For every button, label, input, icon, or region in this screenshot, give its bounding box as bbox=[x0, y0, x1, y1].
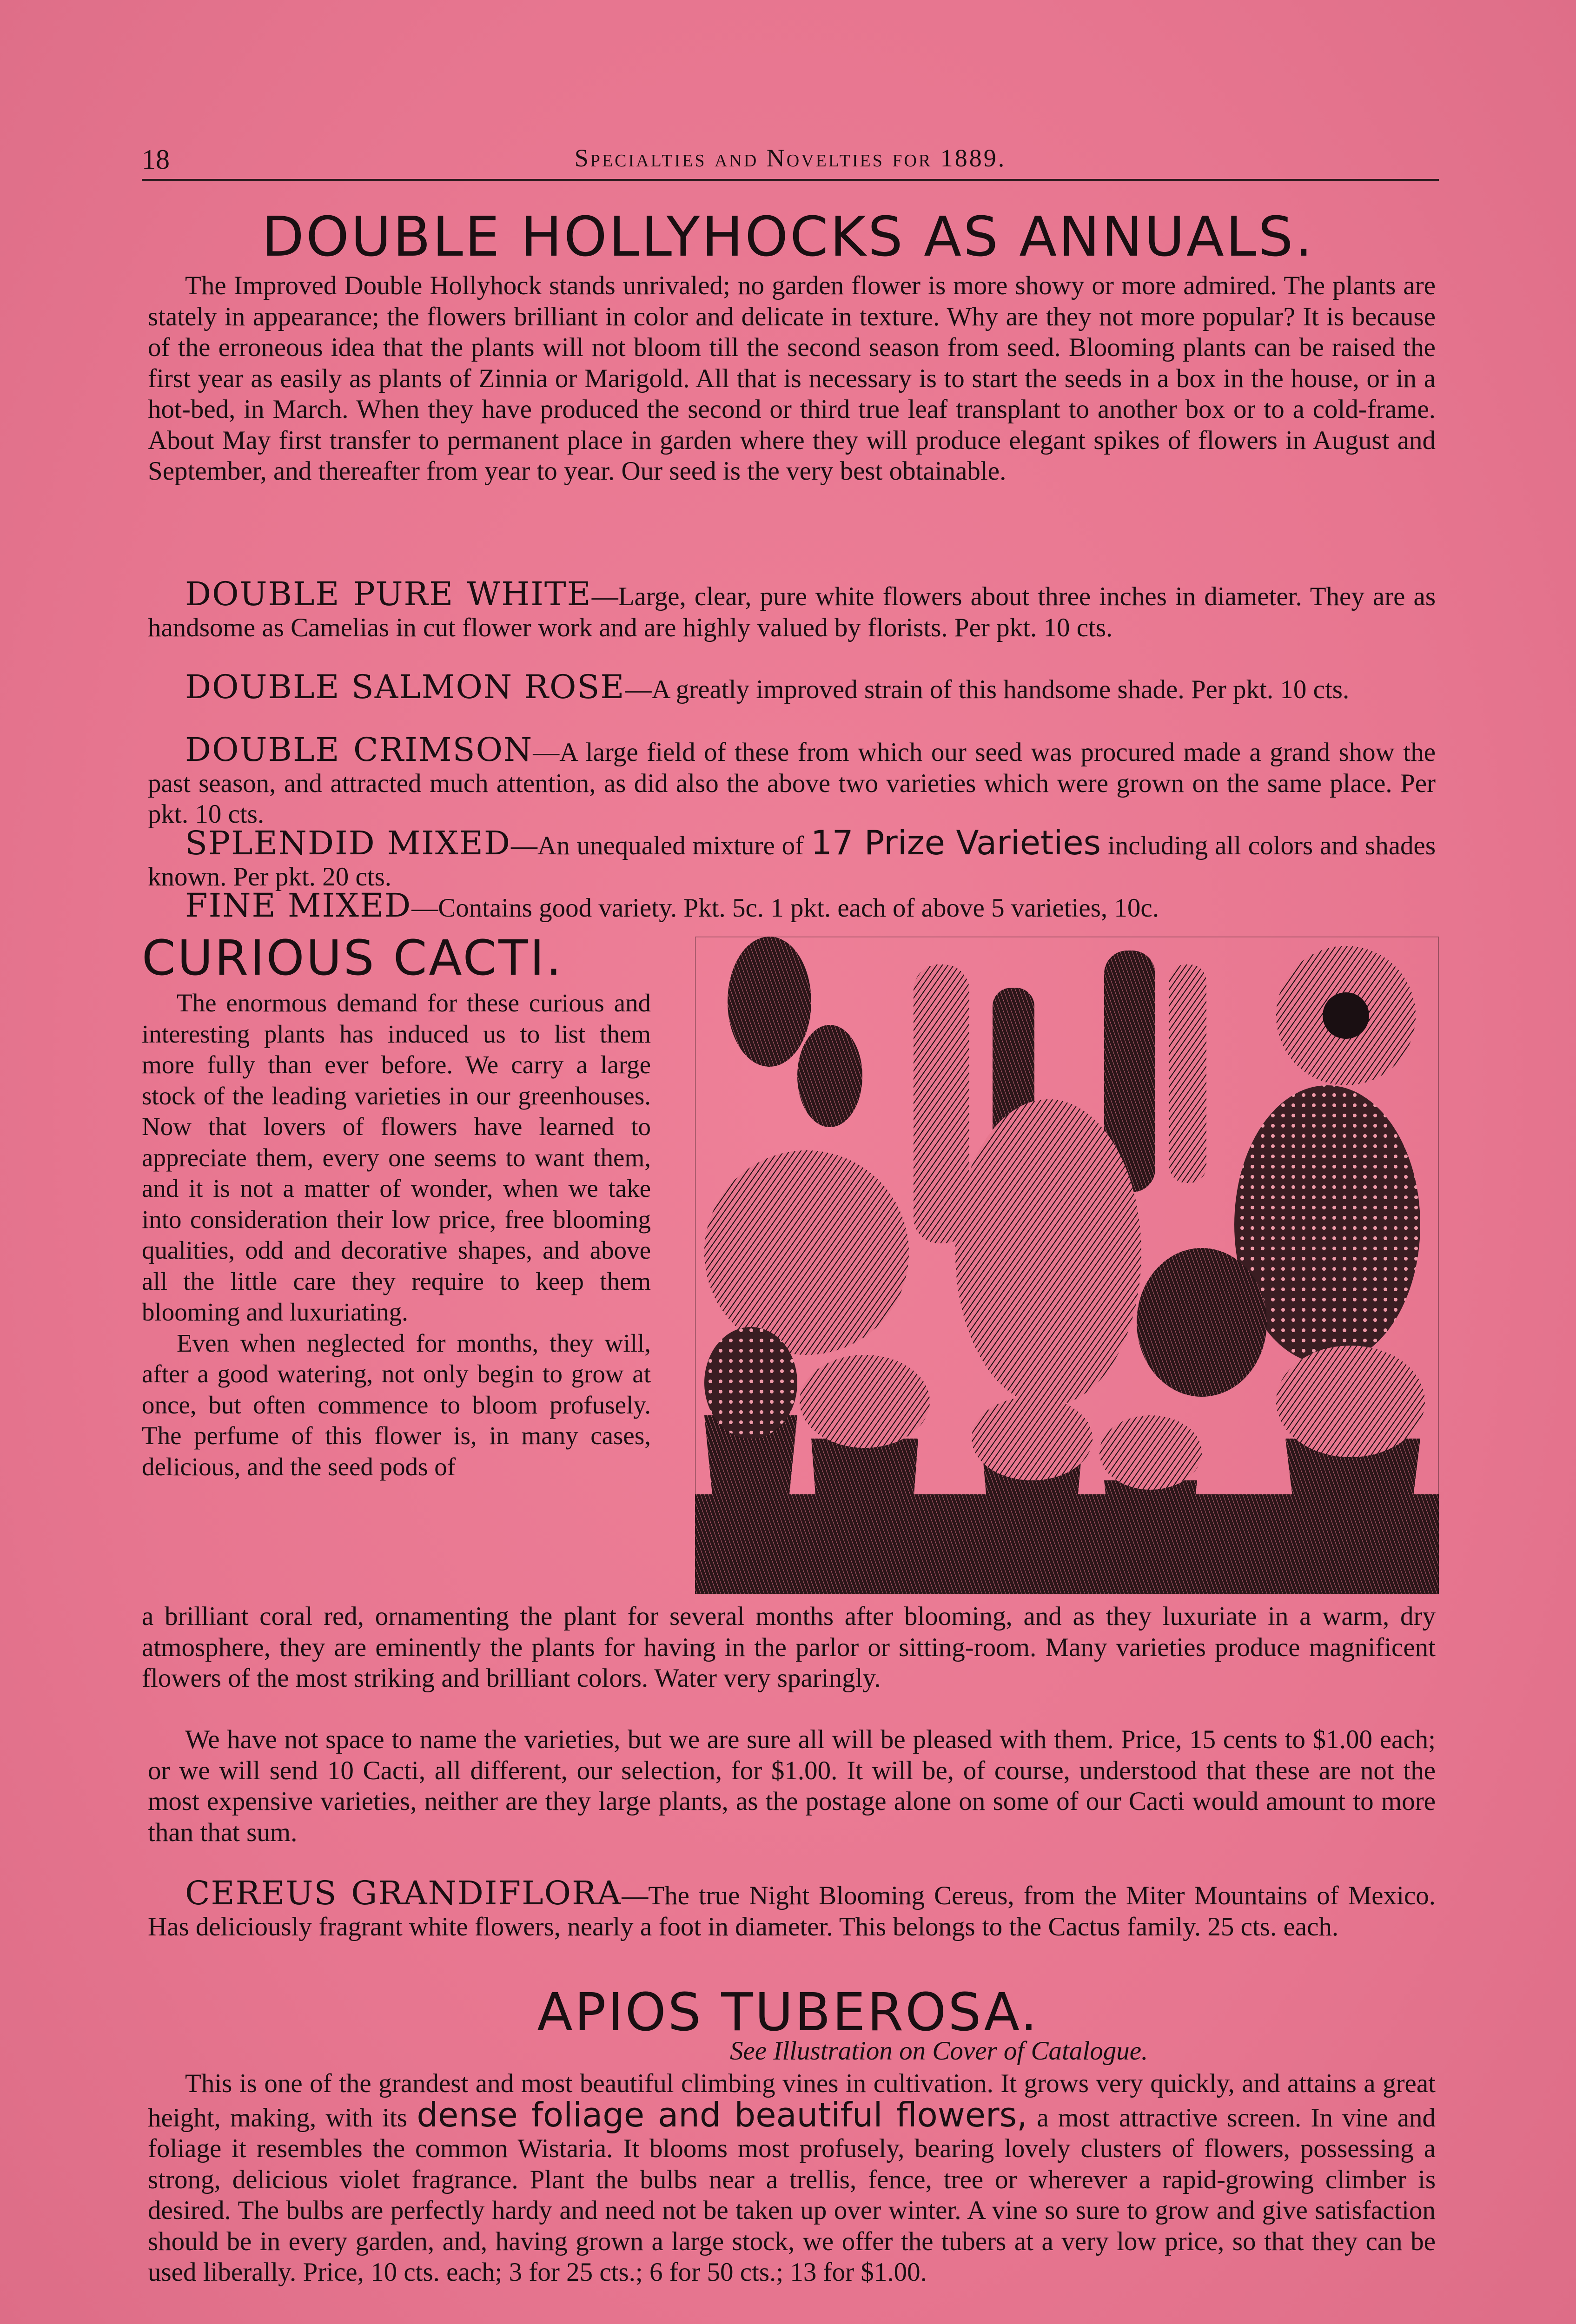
cacti-title: CURIOUS CACTI. bbox=[142, 930, 563, 986]
item-fine-mixed: FINE MIXED—Contains good variety. Pkt. 5c. 1 pkt. each of above 5 varieties, 10c. bbox=[185, 886, 1159, 924]
item-name: SPLENDID MIXED bbox=[185, 824, 511, 862]
cacti-paragraph-2: Even when neglected for months, they will, after a good watering, not only begin to grow at once, but often commence to bloom profusely. The perfume of this flower is, in many cases, delicious, and the seed pods of bbox=[142, 1328, 651, 1481]
item-name: CEREUS GRANDIFLORA bbox=[185, 1874, 622, 1912]
item-pure-white: DOUBLE PURE WHITE—Large, clear, pure white flowers about three inches in diameter. They are as handsome as Camelias in cut flower work and are highly valued by florists. Per pkt. 10 cts. bbox=[148, 575, 1436, 642]
item-name: DOUBLE SALMON ROSE bbox=[185, 668, 625, 706]
hollyhocks-intro: The Improved Double Hollyhock stands unrivaled; no garden flower is more showy or more admired. The plants are stately in appearance; the flowers brilliant in color and delicate in texture. Why are they not more popular? It is because of the erroneous idea that the plants will not bloom till the second season from seed. Blooming plants can be raised the first year as easily as plants of Zinnia or Marigold. All that is necessary is to start the seeds in a box in the house, or in a hot-bed, in March. When they have produced the second or third true leaf transplant to another box or to a cold-frame. About May first transfer to permanent place in garden where they will produce elegant spikes of flowers in August and September, and thereafter from year to year. Our seed is the very best obtainable. bbox=[148, 271, 1436, 486]
cacti-paragraph-1: The enormous demand for these curious and interesting plants has induced us to list them more fully than ever before. We carry a large stock of the leading varieties in our greenhouses. Now that lovers of flowers have learned to appreciate them, every one seems to want them, and it is not a matter of wonder, when we take into consideration their low price, free blooming qualities, odd and decorative shapes, and above all the little care they require to keep them blooming and luxuriating. bbox=[142, 989, 651, 1326]
item-name: DOUBLE CRIMSON bbox=[185, 731, 533, 769]
cacti-paragraph-3: We have not space to name the varieties, but we are sure all will be pleased with them. Price, 15 cents to $1.00 each; or we will send 10 Cacti, all different, our selection, for $1.00. It will be, of course, understood that these are not the most expensive varieties, neither are they large plants, as the postage alone on some of our Cacti would amount to more than that sum. bbox=[148, 1725, 1436, 1847]
apios-title: APIOS TUBEROSA. bbox=[537, 1982, 1039, 2043]
page-header bbox=[142, 142, 1439, 181]
hollyhocks-title: DOUBLE HOLLYHOCKS AS ANNUALS. bbox=[262, 205, 1314, 269]
cover-note: See Illustration on Cover of Catalogue. bbox=[730, 2036, 1148, 2066]
cacti-illustration bbox=[695, 937, 1439, 1594]
running-title: Specialties and Novelties for 1889. bbox=[574, 144, 1007, 172]
item-splendid-mixed: SPLENDID MIXED—An unequaled mixture of 17 Prize Varieties including all colors and shades known. Per pkt. 20 cts. bbox=[148, 823, 1436, 891]
item-cereus-grandiflora: CEREUS GRANDIFLORA—The true Night Blooming Cereus, from the Miter Mountains of Mexico. Has deliciously fragrant white flowers, nearly a foot in diameter. This belongs to the Cactus family. 25 cts. each. bbox=[148, 1874, 1436, 1941]
item-name: FINE MIXED bbox=[185, 886, 412, 924]
cacti-paragraph-2-continued: a brilliant coral red, ornamenting the plant for several months after blooming, and as they luxuriate in a warm, dry atmosphere, they are eminently the plants for having in the parlor or sitting-room. Many varieties produce magnificent flowers of the most striking and brilliant colors. Water very sparingly. bbox=[142, 1602, 1436, 1693]
apios-paragraph: This is one of the grandest and most beautiful climbing vines in cultivation. It grows very quickly, and attains a great height, making, with its dense foliage and beautiful flowers, a most attractive screen. In vine and foliage it resembles the common Wistaria. It blooms most profusely, bearing lovely clusters of flowers, possessing a strong, delicious violet fragrance. Plant the bulbs near a trellis, fence, tree or wherever a rapid-growing climber is desired. The bulbs are perfectly hardy and need not be taken up over winter. A vine so sure to grow and give satisfaction should be in every garden, and, having grown a large stock, we offer the tubers at a very low price, so that they can be used liberally. Price, 10 cts. each; 3 for 25 cts.; 6 for 50 cts.; 13 for $1.00. bbox=[148, 2069, 1436, 2287]
item-name: DOUBLE PURE WHITE bbox=[185, 575, 592, 613]
page-number: 18 bbox=[142, 144, 170, 175]
cacti-column-text bbox=[142, 988, 651, 1482]
item-crimson: DOUBLE CRIMSON—A large field of these from which our seed was procured made a grand show the past season, and attracted much attention, as did also the above two varieties which were grown on the same place. Per pkt. 10 cts. bbox=[148, 731, 1436, 829]
item-salmon-rose: DOUBLE SALMON ROSE—A greatly improved strain of this handsome shade. Per pkt. 10 cts. bbox=[185, 668, 1350, 706]
